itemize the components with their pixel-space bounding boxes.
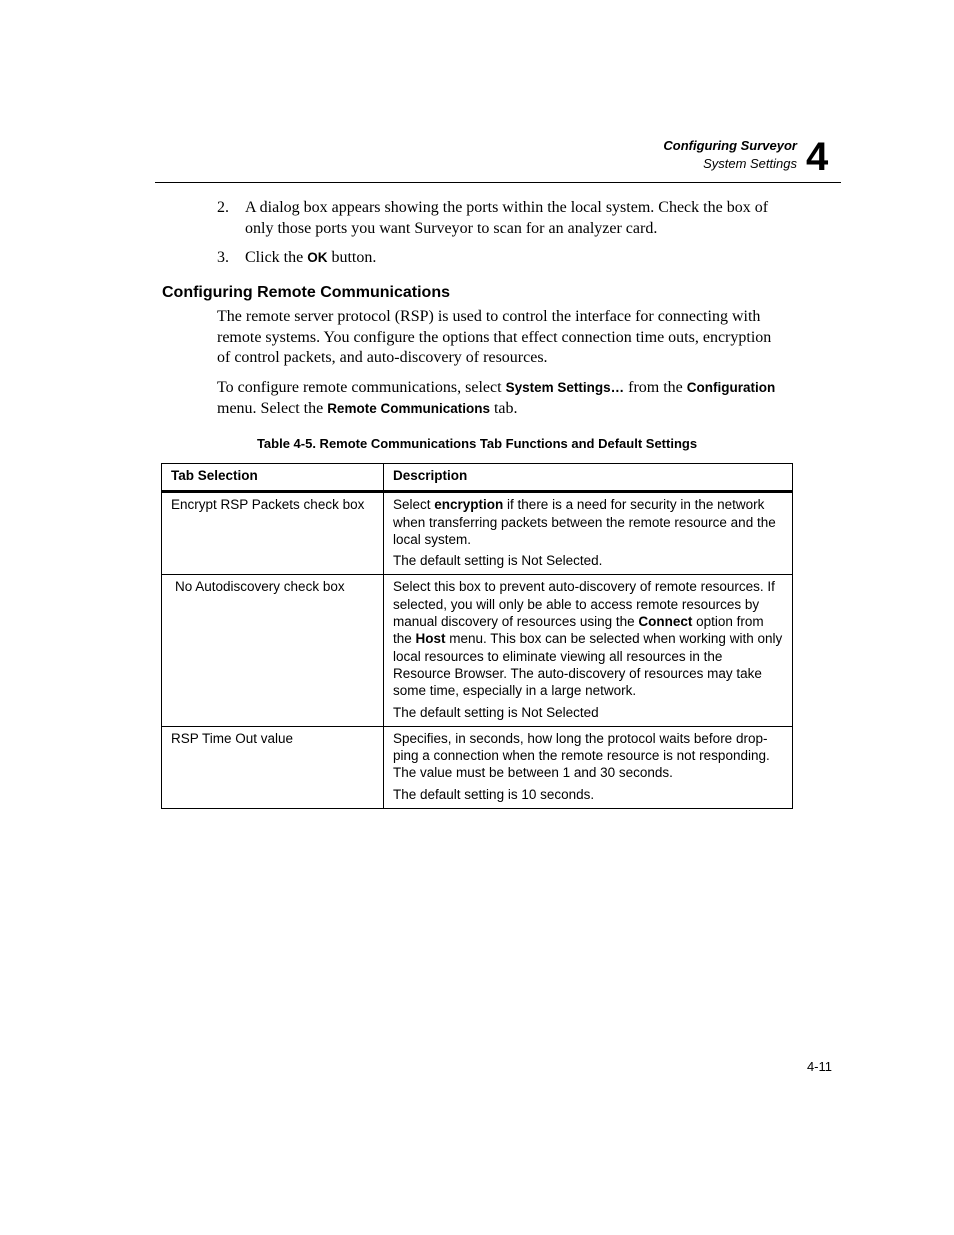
chapter-number: 4 [806, 135, 829, 179]
description-cell [384, 575, 793, 726]
menu-ref-system-settings: System Settings… [505, 380, 625, 395]
step-number: 2. [217, 199, 229, 216]
menu-ref-configuration: Configuration [686, 380, 776, 395]
instruction-paragraph: To configure remote communications, select System Settings… from the Configuration menu. Select the Remote Communications tab. [217, 379, 776, 417]
header-rule [155, 182, 841, 183]
table-row [162, 726, 793, 808]
step-3 [217, 248, 797, 269]
tab-selection-cell: RSP Time Out value [162, 726, 384, 808]
intro-paragraph: The remote server protocol (RSP) is used to control the interface for connecting with remote systems. You configure the options that effect connection time outs, encryption of control packets, and auto-discovery of resources. [217, 308, 772, 366]
description-cell [384, 726, 793, 808]
tab-selection-cell: No Autodiscovery check box [162, 575, 384, 726]
section-heading: Configuring Remote Communications [162, 284, 450, 301]
page-number: 4-11 [806, 1059, 832, 1074]
table-header-row [162, 464, 793, 492]
default-setting: The default setting is 10 seconds. [393, 786, 595, 802]
step-text: Click the OK button. [245, 249, 377, 266]
default-setting: The default setting is Not Selected. [393, 553, 603, 569]
step-text: A dialog box appears showing the ports within the local system. Check the box of only those ports you want Surveyor to scan for an analyzer card. [245, 199, 769, 237]
ok-button-ref: OK [307, 250, 328, 265]
chapter-title: Configuring Surveyor [663, 138, 797, 153]
table-caption: Table 4-5. Remote Communications Tab Functions and Default Settings [256, 436, 698, 451]
description-text: Specifies, in seconds, how long the protocol waits before drop-ping a connection when the remote resource is not responding. The value must be between 1 and 30 seconds. [393, 730, 770, 781]
section-title: System Settings [703, 156, 797, 171]
settings-table [161, 463, 793, 809]
description-text: Select this box to prevent auto-discovery of remote resources. If selected, you will only be able to access remote resources by manual discovery of resources using the Connect option from the Host menu. This box can be selected when working with only local resources to eliminate viewing all resources in the Resource Browser. The auto-discovery of resources may take some time, especially in a large network. [393, 579, 783, 699]
description-text: Select encryption if there is a need for security in the network when transferring packets between the remote resource and the local system. [393, 497, 776, 547]
column-header: Description [384, 464, 793, 492]
default-setting: The default setting is Not Selected [393, 704, 599, 720]
table-row [162, 575, 793, 726]
tab-ref-remote-communications: Remote Communications [327, 400, 490, 416]
step-2 [217, 198, 797, 239]
table-row [162, 492, 793, 575]
description-cell [384, 492, 793, 575]
tab-selection-cell: Encrypt RSP Packets check box [162, 492, 384, 575]
step-number: 3. [217, 249, 229, 266]
column-header: Tab Selection [162, 464, 384, 492]
